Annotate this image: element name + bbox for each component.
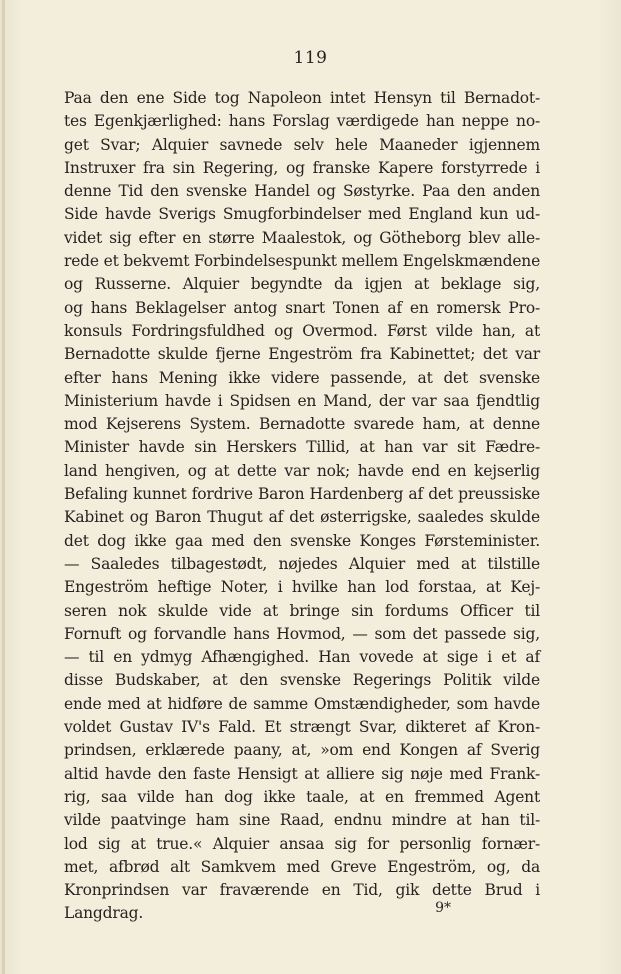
text-line: konsuls Fordringsfuldhed og Overmod. Først vilde han, at [64, 321, 540, 340]
binding-edge [2, 0, 5, 974]
text-line: mod Kejserens System. Bernadotte svarede ham, at denne [64, 415, 540, 434]
text-line: seren nok skulde vide at bringe sin fordums Officer til [64, 601, 540, 620]
signature-mark: 9* [435, 900, 451, 916]
text-line: det dog ikke gaa med den svenske Konges Førsteminister. [64, 531, 540, 550]
text-line: altid havde den faste Hensigt at alliere sig nøje med Frank- [64, 764, 540, 783]
text-line: Bernadotte skulde fjerne Engeström fra Kabinettet; det var [64, 345, 540, 364]
text-line: met, afbrød alt Samkvem med Greve Engeström, og, da [64, 857, 540, 876]
text-line: ende med at hidføre de samme Omstændigheder, som havde [64, 694, 540, 713]
text-line: Instruxer fra sin Regering, og franske Kapere forstyrrede i [64, 158, 540, 177]
text-line: prindsen, erklærede paany, at, »om end Kongen af Sverig [64, 741, 540, 760]
text-line: og Russerne. Alquier begyndte da igjen at beklage sig, [64, 275, 540, 294]
text-line: Paa den ene Side tog Napoleon intet Hensyn til Bernadot- [64, 89, 540, 107]
text-line: denne Tid den svenske Handel og Søstyrke. Paa den anden [64, 182, 540, 201]
text-line: Fornuft og forvandle hans Hovmod, — som det passede sig, [64, 624, 540, 643]
page-number: 119 [293, 48, 328, 68]
text-line: Minister havde sin Herskers Tillid, at han var sit Fædre- [64, 438, 540, 457]
text-line: disse Budskaber, at den svenske Regerings Politik vilde [64, 671, 540, 690]
text-line: tes Egenkjærlighed: hans Forslag værdigede han neppe no- [64, 112, 540, 131]
text-line: — til en ydmyg Afhængighed. Han vovede at sige i et af [64, 648, 540, 667]
text-line: Ministerium havde i Spidsen en Mand, der var saa fjendtlig [64, 391, 540, 410]
text-line: Side havde Sverigs Smugforbindelser med England kun ud- [64, 205, 540, 224]
text-line: get Svar; Alquier savnede selv hele Maaneder igjennem [64, 135, 540, 154]
text-line: Befaling kunnet fordrive Baron Hardenberg af det preussiske [64, 485, 540, 504]
text-line: voldet Gustav IV's Fald. Et strængt Svar, dikteret af Kron- [64, 718, 540, 737]
text-line: Engeström heftige Noter, i hvilke han lod forstaa, at Kej- [64, 578, 540, 597]
text-line: rig, saa vilde han dog ikke taale, at en fremmed Agent [64, 787, 540, 806]
text-line: — Saaledes tilbagestødt, nøjedes Alquier med at tilstille [64, 554, 540, 573]
text-line: videt sig efter en større Maalestok, og Götheborg blev alle- [64, 228, 540, 247]
text-line: og hans Beklagelser antog snart Tonen af en romersk Pro- [64, 298, 540, 317]
text-line: Kronprindsen var fraværende en Tid, gik dette Brud i [64, 881, 540, 900]
body-text [64, 87, 540, 926]
text-line: Kabinet og Baron Thugut af det østerrigske, saaledes skulde [64, 508, 540, 527]
text-line: efter hans Mening ikke videre passende, at det svenske [64, 368, 540, 387]
text-line: Langdrag. [64, 904, 144, 923]
text-line: vilde paatvinge ham sine Raad, endnu mindre at han til- [64, 811, 540, 830]
text-line: rede et bekvemt Forbindelsespunkt mellem Engelskmændene [64, 252, 541, 271]
text-line: land hengiven, og at dette var nok; havde end en kejserlig [64, 461, 540, 480]
text-line: lod sig at true.« Alquier ansaa sig for personlig fornær- [64, 834, 540, 853]
